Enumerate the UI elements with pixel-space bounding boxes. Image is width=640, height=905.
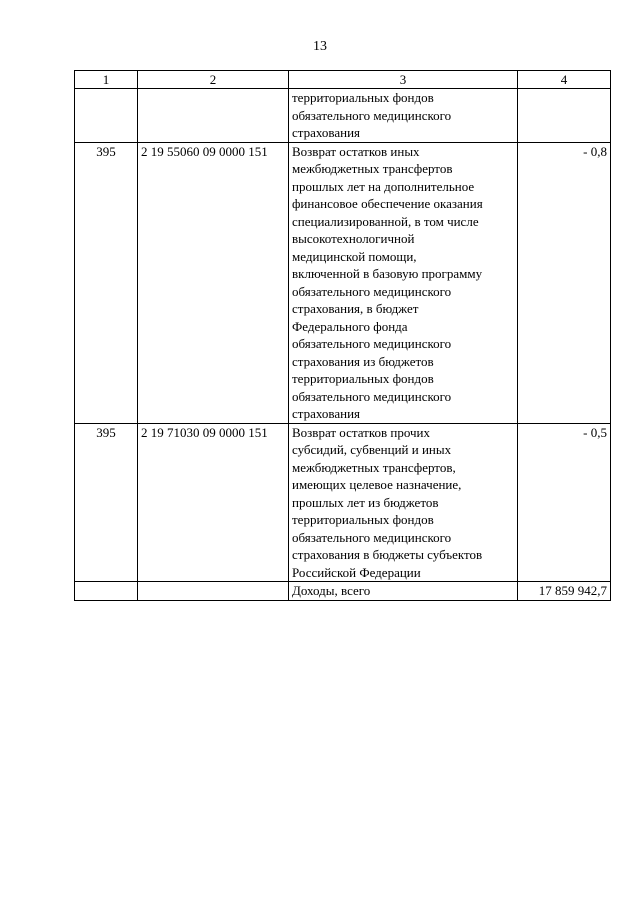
name-line: специализированной, в том числе: [292, 213, 479, 229]
name-line: страхования: [292, 406, 361, 421]
table-row: [75, 423, 611, 582]
name-line: страхования в бюджеты субъектов: [292, 547, 483, 562]
page-number: 13: [313, 39, 327, 54]
name-line: включенной в базовую программу: [292, 266, 483, 281]
revenue-name-cell: [289, 142, 518, 423]
kbk-code-cell: [138, 89, 289, 143]
admin-code-cell: [75, 89, 138, 143]
name-line: страхования из бюджетов: [292, 353, 434, 369]
admin-code-cell: 395: [75, 423, 138, 582]
name-line: обязательного медицинского: [292, 529, 452, 545]
name-line: обязательного медицинского: [292, 283, 452, 299]
revenue-table: [74, 70, 611, 601]
total-row: [75, 582, 611, 601]
name-line: медицинской помощи,: [292, 248, 417, 264]
column-header-3: 3: [289, 71, 518, 89]
total-amount: 17 859 942,7: [518, 582, 611, 601]
amount-cell: - 0,8: [518, 142, 611, 423]
name-line: имеющих целевое назначение,: [292, 477, 462, 492]
name-line: территориальных фондов: [292, 90, 434, 105]
amount-cell: [518, 89, 611, 143]
column-header-2: 2: [138, 71, 289, 89]
total-label: Доходы, всего: [289, 582, 518, 601]
revenue-name-cell: [289, 423, 518, 582]
name-line: обязательного медицинского: [292, 336, 452, 351]
column-header-1: 1: [75, 71, 138, 89]
name-line: страхования, в бюджет: [292, 301, 419, 316]
name-line: высокотехнологичной: [292, 231, 415, 246]
name-line: прошлых лет на дополнительное: [292, 178, 475, 194]
name-line: Возврат остатков прочих: [292, 424, 431, 440]
amount-cell: - 0,5: [518, 423, 611, 582]
name-line: субсидий, субвенций и иных: [292, 442, 452, 457]
admin-code-cell: [75, 582, 138, 601]
admin-code-cell: 395: [75, 142, 138, 423]
name-line: межбюджетных трансфертов: [292, 161, 453, 176]
name-line: Федерального фонда: [292, 318, 408, 334]
table-row: [75, 142, 611, 423]
name-line: обязательного медицинского: [292, 388, 452, 404]
name-line: прошлых лет из бюджетов: [292, 494, 439, 510]
name-line: территориальных фондов: [292, 512, 434, 527]
kbk-code-cell: [138, 582, 289, 601]
revenue-name-cell: [289, 89, 518, 143]
table-row: [75, 89, 611, 143]
name-line: территориальных фондов: [292, 371, 434, 386]
name-line: Возврат остатков иных: [292, 143, 420, 159]
table-header-row: [75, 71, 611, 89]
column-header-4: 4: [518, 71, 611, 89]
name-line: финансовое обеспечение оказания: [292, 196, 483, 211]
name-line: обязательного медицинского: [292, 107, 452, 123]
name-line: страхования: [292, 125, 361, 140]
name-line: межбюджетных трансфертов,: [292, 459, 456, 475]
name-line: Российской Федерации: [292, 564, 421, 580]
kbk-code-cell: 2 19 55060 09 0000 151: [138, 142, 289, 423]
kbk-code-cell: 2 19 71030 09 0000 151: [138, 423, 289, 582]
